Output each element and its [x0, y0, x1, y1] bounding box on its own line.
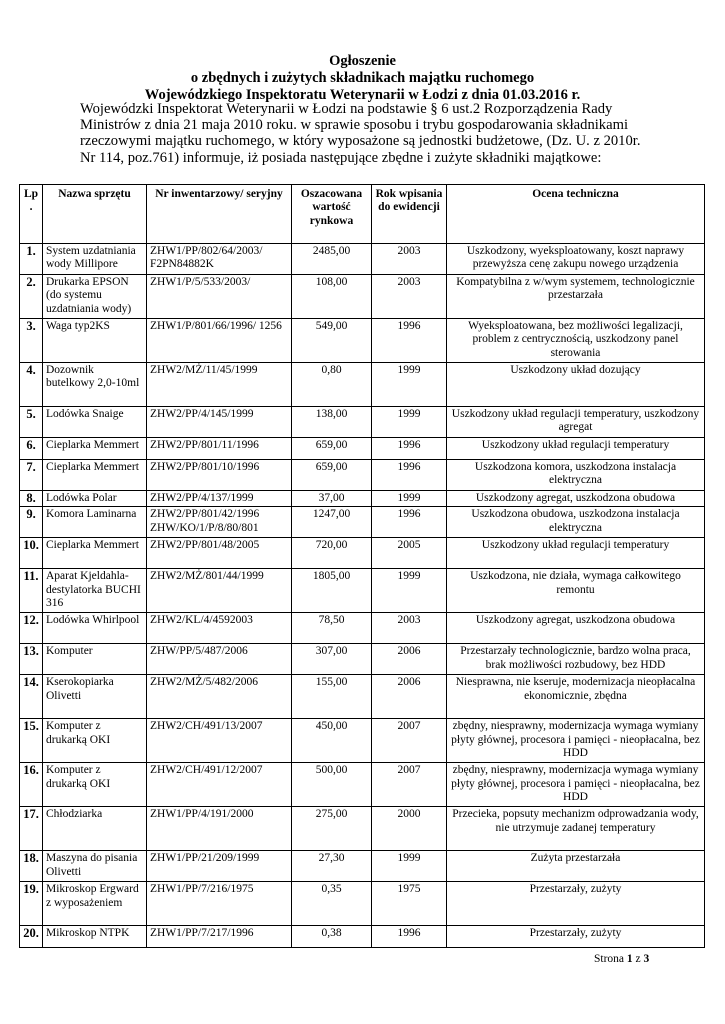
- row-lp: 9.: [20, 507, 43, 538]
- table-row: [20, 363, 705, 407]
- table-row: [20, 851, 705, 882]
- row-year: 1996: [372, 926, 447, 948]
- row-lp: 5.: [20, 407, 43, 438]
- table-row: [20, 319, 705, 363]
- row-inventory-number: ZHW2/PP/801/11/1996: [147, 438, 292, 460]
- row-lp: 16.: [20, 763, 43, 807]
- row-technical-assessment: Uszkodzony układ dozujący: [447, 363, 705, 407]
- row-year: 2006: [372, 644, 447, 675]
- row-year: 1999: [372, 363, 447, 407]
- title-line-1: Ogłoszenie: [329, 53, 396, 69]
- row-inventory-number: ZHW1/PP/4/191/2000: [147, 807, 292, 851]
- row-name: Maszyna do pisania Olivetti: [43, 851, 147, 882]
- row-name: Drukarka EPSON (do systemu uzdatniania wody): [43, 275, 147, 319]
- row-value: 1247,00: [292, 507, 372, 538]
- row-name: Lodówka Snaige: [43, 407, 147, 438]
- row-value: 659,00: [292, 438, 372, 460]
- row-lp: 13.: [20, 644, 43, 675]
- inventory-table: [19, 184, 705, 948]
- table-row: [20, 491, 705, 507]
- row-name: Cieplarka Memmert: [43, 460, 147, 491]
- intro-paragraph: [80, 101, 700, 166]
- row-year: 1996: [372, 460, 447, 491]
- row-lp: 4.: [20, 363, 43, 407]
- row-lp: 10.: [20, 538, 43, 569]
- row-technical-assessment: zbędny, niesprawny, modernizacja wymaga wymiany płyty głównej, procesora i pamięci - nieopłacalna, bez HDD: [447, 719, 705, 763]
- row-lp: 2.: [20, 275, 43, 319]
- row-inventory-number: ZHW2/MŻ/801/44/1999: [147, 569, 292, 613]
- footer-page: 1: [626, 953, 633, 965]
- row-lp: 12.: [20, 613, 43, 644]
- row-technical-assessment: zbędny, niesprawny, modernizacja wymaga wymiany płyty głównej, procesora i pamięci - nieopłacalna, bez HDD: [447, 763, 705, 807]
- row-name: Aparat Kjeldahla-destylatorka BUCHI 316: [43, 569, 147, 613]
- announcement-title: [0, 53, 725, 104]
- row-inventory-number: ZHW1/P/801/66/1996/ 1256: [147, 319, 292, 363]
- table-row: [20, 719, 705, 763]
- row-name: Komputer z drukarką OKI: [43, 763, 147, 807]
- row-technical-assessment: Uszkodzona komora, uszkodzona instalacja elektryczna: [447, 460, 705, 491]
- header-technical-assessment: Ocena techniczna: [447, 185, 705, 244]
- footer-label: Strona: [594, 953, 625, 965]
- table-row: [20, 763, 705, 807]
- table-row: [20, 807, 705, 851]
- row-technical-assessment: Przestarzały technologicznie, bardzo wolna praca, brak możliwości rozbudowy, bez HDD: [447, 644, 705, 675]
- row-inventory-number: ZHW2/KL/4/4592003: [147, 613, 292, 644]
- intro-line-2: Ministrów z dnia 21 maja 2010 roku. w sprawie sposobu i trybu gospodarowania składnikami: [80, 117, 628, 134]
- row-technical-assessment: Przestarzały, zużyty: [447, 882, 705, 926]
- row-value: 27,30: [292, 851, 372, 882]
- table-row: [20, 460, 705, 491]
- row-lp: 19.: [20, 882, 43, 926]
- row-name: Komputer z drukarką OKI: [43, 719, 147, 763]
- table-row: [20, 569, 705, 613]
- row-name: Mikroskop NTPK: [43, 926, 147, 948]
- table-row: [20, 644, 705, 675]
- table-row: [20, 438, 705, 460]
- header-value: Oszacowana wartość rynkowa: [292, 185, 372, 244]
- row-value: 0,80: [292, 363, 372, 407]
- row-inventory-number: ZHW2/PP/801/48/2005: [147, 538, 292, 569]
- row-value: 78,50: [292, 613, 372, 644]
- title-line-3: Wojewódzkiego Inspektoratu Weterynarii w Łodzi z dnia 01.03.2016 r.: [144, 87, 581, 103]
- row-name: Mikroskop Ergward z wyposażeniem: [43, 882, 147, 926]
- row-name: Dozownik butelkowy 2,0-10ml: [43, 363, 147, 407]
- row-year: 2000: [372, 807, 447, 851]
- row-lp: 14.: [20, 675, 43, 719]
- row-lp: 17.: [20, 807, 43, 851]
- row-year: 1999: [372, 569, 447, 613]
- table-row: [20, 613, 705, 644]
- row-inventory-number: ZHW1/PP/21/209/1999: [147, 851, 292, 882]
- row-year: 1999: [372, 851, 447, 882]
- row-year: 2007: [372, 719, 447, 763]
- row-lp: 6.: [20, 438, 43, 460]
- row-inventory-number: ZHW2/CH/491/13/2007: [147, 719, 292, 763]
- row-technical-assessment: Uszkodzony agregat, uszkodzona obudowa: [447, 491, 705, 507]
- row-year: 1999: [372, 407, 447, 438]
- row-value: 155,00: [292, 675, 372, 719]
- row-name: Waga typ2KS: [43, 319, 147, 363]
- row-inventory-number: ZHW2/CH/491/12/2007: [147, 763, 292, 807]
- row-lp: 8.: [20, 491, 43, 507]
- row-year: 2005: [372, 538, 447, 569]
- title-line-2: o zbędnych i zużytych składnikach majątku ruchomego: [190, 70, 535, 86]
- intro-line-3: rzeczowymi majątku ruchomego, w który wyposażone są jednostki budżetowe, (Dz. U. z 2010r.: [80, 133, 641, 150]
- row-value: 275,00: [292, 807, 372, 851]
- row-inventory-number: ZHW1/PP/7/217/1996: [147, 926, 292, 948]
- row-value: 138,00: [292, 407, 372, 438]
- row-technical-assessment: Uszkodzona obudowa, uszkodzona instalacja elektryczna: [447, 507, 705, 538]
- row-lp: 3.: [20, 319, 43, 363]
- row-technical-assessment: Przestarzały, zużyty: [447, 926, 705, 948]
- row-year: 2003: [372, 613, 447, 644]
- row-value: 549,00: [292, 319, 372, 363]
- intro-line-4: Nr 114, poz.761) informuje, iż posiada następujące zbędne i zużyte składniki majątkowe:: [80, 149, 602, 166]
- row-inventory-number: ZHW2/PP/4/145/1999: [147, 407, 292, 438]
- table-row: [20, 507, 705, 538]
- table-row: [20, 244, 705, 275]
- table-row: [20, 675, 705, 719]
- header-year: Rok wpisania do ewidencji: [372, 185, 447, 244]
- row-technical-assessment: Uszkodzony układ regulacji temperatury, uszkodzony agregat: [447, 407, 705, 438]
- row-name: Lodówka Whirlpool: [43, 613, 147, 644]
- row-value: 659,00: [292, 460, 372, 491]
- row-inventory-number: ZHW2/MŻ/11/45/1999: [147, 363, 292, 407]
- row-value: 2485,00: [292, 244, 372, 275]
- row-year: 1996: [372, 507, 447, 538]
- header-inventory-number: Nr inwentarzowy/ seryjny: [147, 185, 292, 244]
- row-technical-assessment: Uszkodzony układ regulacji temperatury: [447, 438, 705, 460]
- table-row: [20, 407, 705, 438]
- row-name: Komora Laminarna: [43, 507, 147, 538]
- row-value: 500,00: [292, 763, 372, 807]
- row-technical-assessment: Uszkodzony, wyeksploatowany, koszt naprawy przewyższa cenę zakupu nowego urządzenia: [447, 244, 705, 275]
- table-row: [20, 926, 705, 948]
- row-value: 720,00: [292, 538, 372, 569]
- row-name: Lodówka Polar: [43, 491, 147, 507]
- row-name: Komputer: [43, 644, 147, 675]
- row-value: 0,35: [292, 882, 372, 926]
- table-row: [20, 882, 705, 926]
- row-value: 0,38: [292, 926, 372, 948]
- row-year: 2003: [372, 275, 447, 319]
- row-value: 108,00: [292, 275, 372, 319]
- row-inventory-number: ZHW2/PP/801/10/1996: [147, 460, 292, 491]
- row-technical-assessment: Uszkodzony agregat, uszkodzona obudowa: [447, 613, 705, 644]
- row-technical-assessment: Uszkodzona, nie działa, wymaga całkowitego remontu: [447, 569, 705, 613]
- row-year: 1975: [372, 882, 447, 926]
- row-year: 2003: [372, 244, 447, 275]
- header-lp: Lp .: [20, 185, 43, 244]
- row-value: 450,00: [292, 719, 372, 763]
- row-year: 1996: [372, 438, 447, 460]
- row-technical-assessment: Kompatybilna z w/wym systemem, technologicznie przestarzała: [447, 275, 705, 319]
- row-technical-assessment: Zużyta przestarzała: [447, 851, 705, 882]
- table-header-row: [20, 185, 705, 244]
- row-inventory-number: ZHW2/MŻ/5/482/2006: [147, 675, 292, 719]
- footer-sep: z: [635, 953, 641, 965]
- row-technical-assessment: Uszkodzony układ regulacji temperatury: [447, 538, 705, 569]
- footer-total: 3: [643, 953, 650, 965]
- row-year: 1996: [372, 319, 447, 363]
- row-value: 37,00: [292, 491, 372, 507]
- row-lp: 18.: [20, 851, 43, 882]
- row-year: 1999: [372, 491, 447, 507]
- row-lp: 11.: [20, 569, 43, 613]
- row-year: 2007: [372, 763, 447, 807]
- header-name: Nazwa sprzętu: [43, 185, 147, 244]
- row-inventory-number: ZHW/PP/5/487/2006: [147, 644, 292, 675]
- page-footer: [594, 953, 649, 965]
- row-name: Cieplarka Memmert: [43, 538, 147, 569]
- row-value: 1805,00: [292, 569, 372, 613]
- row-lp: 20.: [20, 926, 43, 948]
- row-technical-assessment: Wyeksploatowana, bez możliwości legalizacji, problem z centrycznością, uszkodzony panel sterowania: [447, 319, 705, 363]
- row-lp: 7.: [20, 460, 43, 491]
- row-name: Chłodziarka: [43, 807, 147, 851]
- row-name: System uzdatniania wody Millipore: [43, 244, 147, 275]
- table-row: [20, 275, 705, 319]
- row-lp: 15.: [20, 719, 43, 763]
- row-inventory-number: ZHW1/PP/802/64/2003/ F2PN84882K: [147, 244, 292, 275]
- row-inventory-number: ZHW2/PP/4/137/1999: [147, 491, 292, 507]
- row-technical-assessment: Przecieka, popsuty mechanizm odprowadzania wody, nie utrzymuje zadanej temperatury: [447, 807, 705, 851]
- table-row: [20, 538, 705, 569]
- row-value: 307,00: [292, 644, 372, 675]
- row-year: 2006: [372, 675, 447, 719]
- row-lp: 1.: [20, 244, 43, 275]
- row-name: Kserokopiarka Olivetti: [43, 675, 147, 719]
- row-inventory-number: ZHW1/P/5/533/2003/: [147, 275, 292, 319]
- row-name: Cieplarka Memmert: [43, 438, 147, 460]
- intro-line-1: Wojewódzki Inspektorat Weterynarii w Łodzi na podstawie § 6 ust.2 Rozporządzenia Rady: [80, 101, 613, 117]
- row-inventory-number: ZHW1/PP/7/216/1975: [147, 882, 292, 926]
- row-inventory-number: ZHW2/PP/801/42/1996 ZHW/KO/1/P/8/80/801: [147, 507, 292, 538]
- row-technical-assessment: Niesprawna, nie kseruje, modernizacja nieopłacalna ekonomicznie, zbędna: [447, 675, 705, 719]
